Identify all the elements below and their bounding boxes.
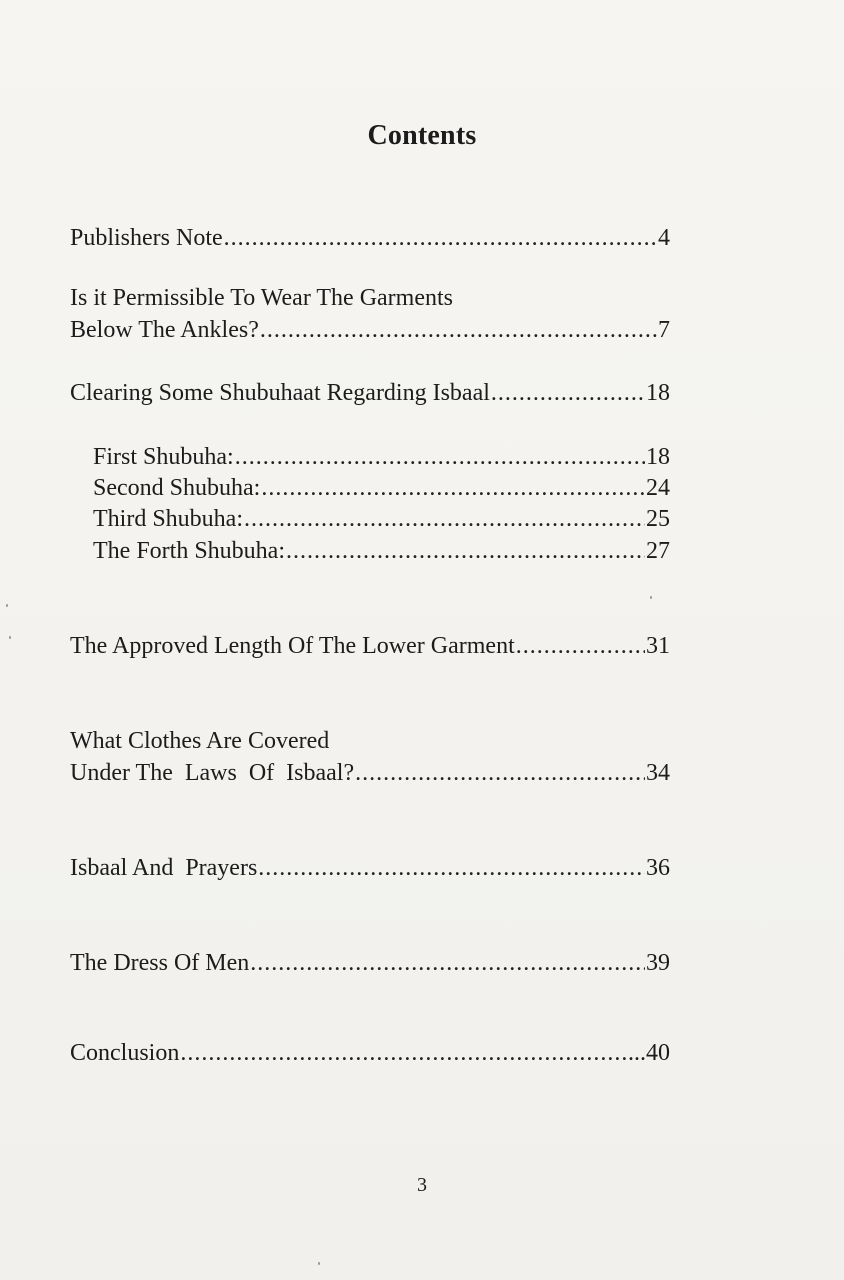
- toc-leader-dots: [516, 630, 645, 662]
- toc-leader-dots: [261, 472, 645, 504]
- toc-leader-dots: [491, 377, 645, 409]
- toc-entry-page: 4: [658, 225, 670, 251]
- toc-entry-clearing-shubuhaat: [70, 377, 670, 409]
- toc-subentry-second-shubuha: [93, 472, 670, 504]
- toc-entry-title-line1: What Clothes Are Covered: [70, 728, 330, 754]
- toc-leader-dots: [250, 947, 645, 979]
- toc-leader-dots: [224, 222, 657, 254]
- toc-entry-title: Third Shubuha:: [93, 506, 243, 532]
- toc-entry-title: Isbaal And Prayers: [70, 855, 258, 881]
- scan-speck: [318, 1262, 320, 1265]
- toc-entry-page: 18: [646, 380, 670, 406]
- toc-entry-page: 36: [646, 855, 670, 881]
- toc-entry-title: Conclusion: [70, 1040, 180, 1066]
- toc-leader-dots: [180, 1037, 627, 1069]
- toc-leader-dots: [286, 535, 645, 567]
- toc-leader-dots: [260, 314, 657, 346]
- toc-leader-dots: [235, 441, 645, 473]
- toc-entry-garments-below-ankles: [70, 282, 670, 346]
- toc-entry-publishers-note: [70, 222, 670, 254]
- toc-entry-title-line2: Under The Laws Of Isbaal?: [70, 760, 355, 786]
- toc-entry-dress-of-men: [70, 947, 670, 979]
- toc-entry-title: The Approved Length Of The Lower Garment: [70, 633, 515, 659]
- toc-entry-page: 34: [646, 760, 670, 786]
- toc-entry-page: 25: [646, 506, 670, 532]
- contents-heading: Contents: [367, 120, 477, 151]
- toc-entry-page: 24: [646, 475, 670, 501]
- toc-subentry-forth-shubuha: [93, 535, 670, 567]
- scan-speck: [650, 596, 652, 599]
- toc-entry-approved-length: [70, 630, 670, 662]
- toc-entry-page: 7: [658, 317, 670, 343]
- toc-leader-dots: [355, 757, 645, 789]
- toc-entry-title: Second Shubuha:: [93, 475, 261, 501]
- toc-entry-page: 18: [646, 444, 670, 470]
- toc-leader-dots: [244, 503, 645, 535]
- toc-subentry-third-shubuha: [93, 503, 670, 535]
- toc-entry-page: 39: [646, 950, 670, 976]
- scan-speck: [6, 604, 8, 607]
- toc-entry-title: The Dress Of Men: [70, 950, 250, 976]
- toc-entry-conclusion: [70, 1037, 670, 1069]
- page-number: 3: [417, 1174, 427, 1196]
- scan-speck: [9, 636, 11, 639]
- toc-entry-page: ...40: [628, 1040, 670, 1066]
- toc-entry-title: Publishers Note: [70, 225, 223, 251]
- toc-entry-title: Clearing Some Shubuhaat Regarding Isbaal: [70, 380, 490, 406]
- toc-entry-isbaal-prayers: [70, 852, 670, 884]
- toc-entry-page: 31: [646, 633, 670, 659]
- toc-entry-page: 27: [646, 538, 670, 564]
- toc-entry-clothes-covered: [70, 725, 670, 789]
- toc-leader-dots: [258, 852, 645, 884]
- toc-entry-title-line1: Is it Permissible To Wear The Garments: [70, 285, 453, 311]
- toc-entry-title-line2: Below The Ankles?: [70, 317, 259, 343]
- toc-entry-title: First Shubuha:: [93, 444, 234, 470]
- toc-subentry-first-shubuha: [93, 441, 670, 473]
- toc-entry-title: The Forth Shubuha:: [93, 538, 285, 564]
